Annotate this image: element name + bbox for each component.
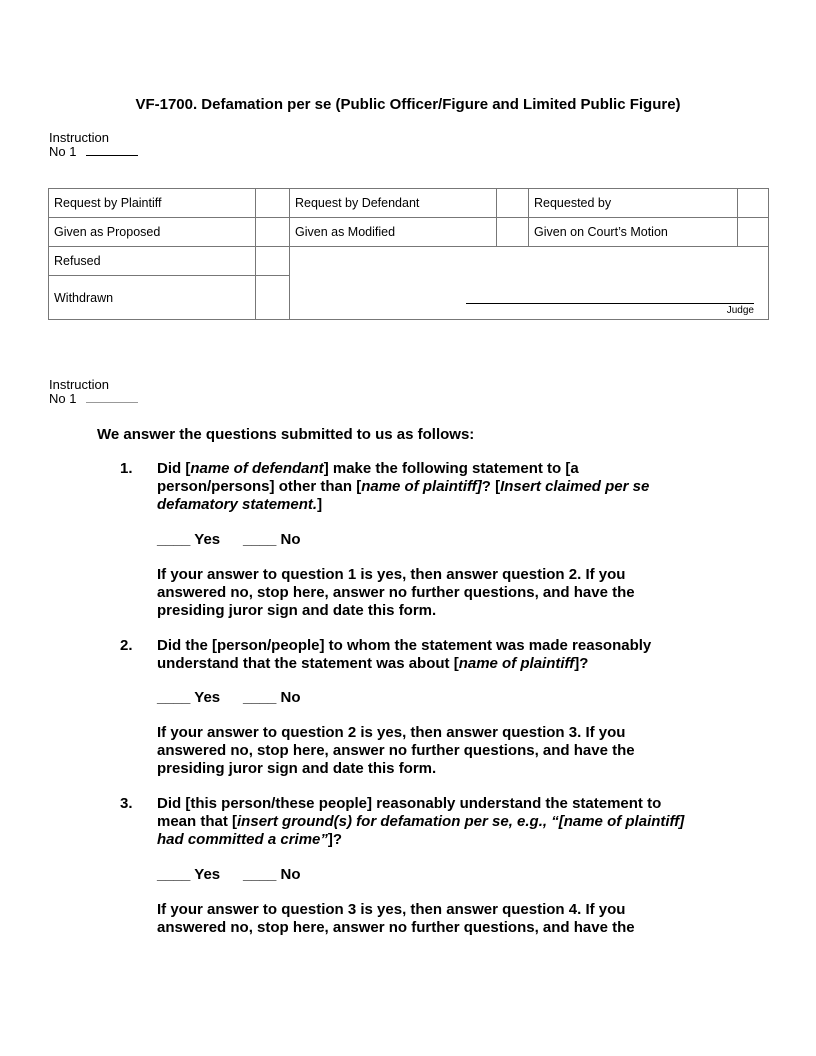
question-number: 1.: [120, 460, 133, 477]
text-segment: ]?: [327, 831, 343, 848]
label-requested-by: Requested by: [529, 189, 738, 218]
instruction-line: answered no, stop here, answer no further questions, and have the: [157, 584, 635, 601]
checkbox-request-by-defendant[interactable]: [497, 189, 529, 218]
page-title: VF-1700. Defamation per se (Public Officer/Figure and Limited Public Figure): [135, 96, 681, 113]
text-segment: ]?: [574, 655, 589, 672]
text-segment: Did the [person/people] to whom the statement was made reasonably: [157, 637, 652, 654]
label-request-by-plaintiff: Request by Plaintiff: [49, 189, 256, 218]
instruction-number-2: [49, 378, 138, 406]
instruction-number: [49, 131, 138, 159]
instruction-line: answered no, stop here, answer no further questions, and have the: [157, 742, 635, 759]
no-answer-blank[interactable]: ____ No: [243, 866, 301, 883]
question-line: [157, 795, 684, 813]
intro-text: We answer the questions submitted to us as follows:: [97, 426, 475, 443]
yes-answer-blank[interactable]: ____ Yes: [157, 866, 221, 883]
question-line: [157, 813, 684, 831]
text-segment: insert ground(s) for defamation per se, e.g., “[name of plaintiff]: [237, 813, 685, 830]
question-instructions: [157, 901, 635, 937]
instruction-line: answered no, stop here, answer no further questions, and have the: [157, 919, 635, 936]
text-segment: person/persons] other than [: [157, 478, 362, 495]
question-number: 3.: [120, 795, 133, 812]
instruction-status-table: [48, 188, 769, 320]
question-line: [157, 460, 649, 478]
instruction-line: presiding juror sign and date this form.: [157, 602, 437, 619]
label-given-as-proposed: Given as Proposed: [49, 218, 256, 247]
label-given-on-courts-motion: Given on Court’s Motion: [529, 218, 738, 247]
no-answer-blank[interactable]: ____ No: [243, 531, 301, 548]
judge-signature-cell: [290, 247, 769, 320]
label-request-by-defendant: Request by Defendant: [290, 189, 497, 218]
instruction-no: No 1: [49, 391, 77, 406]
checkbox-given-as-modified[interactable]: [497, 218, 529, 247]
text-segment: Did [this person/these people] reasonably understand the statement to: [157, 795, 662, 812]
checkbox-refused[interactable]: [256, 247, 290, 276]
instruction-label: Instruction: [49, 130, 109, 145]
instruction-line: If your answer to question 3 is yes, then answer question 4. If you: [157, 901, 626, 918]
text-segment: name of plaintiff: [458, 655, 575, 672]
text-segment: ] make the following statement to [a: [323, 460, 579, 477]
yes-answer-blank[interactable]: ____ Yes: [157, 689, 221, 706]
instruction-blank[interactable]: [86, 392, 138, 403]
text-segment: ? [: [481, 478, 501, 495]
question-instructions: [157, 566, 635, 620]
text-segment: Did [: [157, 460, 191, 477]
instruction-line: If your answer to question 2 is yes, then answer question 3. If you: [157, 724, 626, 741]
checkbox-requested-by[interactable]: [738, 189, 769, 218]
text-segment: mean that [: [157, 813, 238, 830]
instruction-line: presiding juror sign and date this form.: [157, 760, 437, 777]
question-text: [157, 460, 649, 514]
text-segment: name of plaintiff]: [361, 478, 482, 495]
checkbox-given-as-proposed[interactable]: [256, 218, 290, 247]
question-line: [157, 831, 684, 849]
label-refused: Refused: [49, 247, 256, 276]
no-answer-blank[interactable]: ____ No: [243, 689, 301, 706]
label-withdrawn: Withdrawn: [49, 276, 256, 320]
instruction-blank[interactable]: [86, 145, 138, 156]
checkbox-request-by-plaintiff[interactable]: [256, 189, 290, 218]
text-segment: name of defendant: [190, 460, 324, 477]
text-segment: had committed a crime”: [157, 831, 328, 848]
question-line: [157, 637, 651, 655]
judge-signature-line[interactable]: [466, 303, 754, 304]
text-segment: ]: [317, 496, 323, 513]
judge-label: Judge: [726, 305, 754, 316]
instruction-line: If your answer to question 1 is yes, then answer question 2. If you: [157, 566, 626, 583]
yes-answer-blank[interactable]: ____ Yes: [157, 531, 221, 548]
instruction-label: Instruction: [49, 377, 109, 392]
question-text: [157, 637, 651, 673]
checkbox-withdrawn[interactable]: [256, 276, 290, 320]
question-line: [157, 655, 651, 673]
question-line: [157, 478, 649, 496]
text-segment: understand that the statement was about [: [157, 655, 459, 672]
question-text: [157, 795, 684, 849]
checkbox-given-on-courts-motion[interactable]: [738, 218, 769, 247]
instruction-no: No 1: [49, 144, 77, 159]
text-segment: Insert claimed per se: [500, 478, 650, 495]
question-line: [157, 496, 649, 514]
question-instructions: [157, 724, 635, 778]
question-number: 2.: [120, 637, 133, 654]
label-given-as-modified: Given as Modified: [290, 218, 497, 247]
text-segment: defamatory statement.: [157, 496, 318, 513]
